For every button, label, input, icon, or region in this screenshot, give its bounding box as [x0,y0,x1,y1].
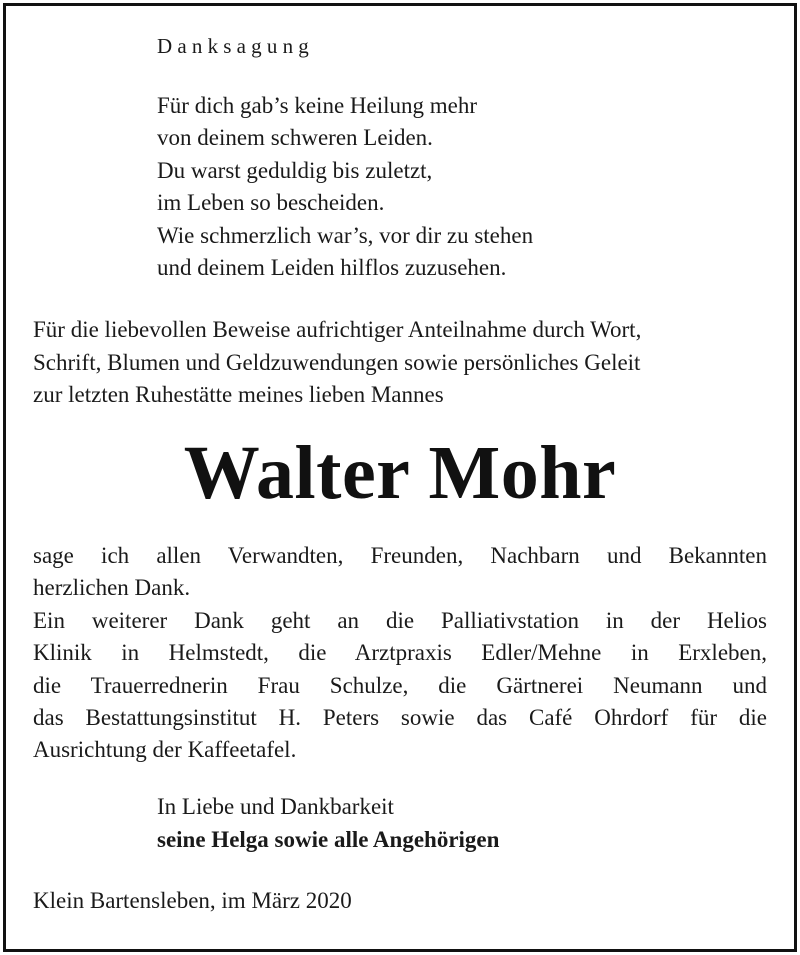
signature: seine Helga sowie alle Angehörigen [157,827,500,852]
closing [157,790,499,856]
thanks-line: das Bestattungsinstitut H. Peters sowie das Café Ohrdorf für die [33,705,767,731]
poem-line: Wie schmerzlich war’s, vor dir zu stehen [157,222,534,248]
notice-heading: Danksagung [157,34,314,58]
intro-line: Für die liebevollen Beweise aufrichtiger Anteilnahme durch Wort, [33,317,642,342]
poem-line: Du warst geduldig bis zuletzt, [157,157,433,183]
thanks-line: herzlichen Dank. [33,575,191,601]
place-date: Klein Bartensleben, im März 2020 [33,888,352,913]
closing-line: In Liebe und Dankbarkeit [157,794,394,819]
thanks-line: Klinik in Helmstedt, die Arztpraxis Edler/Mehne in Erxleben, [33,640,767,666]
poem-line: im Leben so bescheiden. [157,190,385,216]
poem-line: von deinem schweren Leiden. [157,125,433,151]
intro-paragraph [33,314,641,412]
poem-line: und deinem Leiden hilflos zuzusehen. [157,255,507,281]
intro-line: zur letzten Ruhestätte meines lieben Mannes [33,382,444,407]
deceased-name: Walter Mohr [183,431,617,515]
thanks-line: sage ich allen Verwandten, Freunden, Nachbarn und Bekannten [33,543,767,568]
thanks-line: die Trauerrednerin Frau Schulze, die Gärtnerei Neumann und [33,672,767,698]
thanks-paragraph [33,540,767,767]
thanks-line: Ausrichtung der Kaffeetafel. [33,737,297,763]
poem [157,90,533,284]
thanks-line: Ein weiterer Dank geht an die Palliativstation in der Helios [33,607,767,633]
poem-line: Für dich gab’s keine Heilung mehr [157,93,478,118]
intro-line: Schrift, Blumen und Geldzuwendungen sowie persönliches Geleit [33,349,641,375]
